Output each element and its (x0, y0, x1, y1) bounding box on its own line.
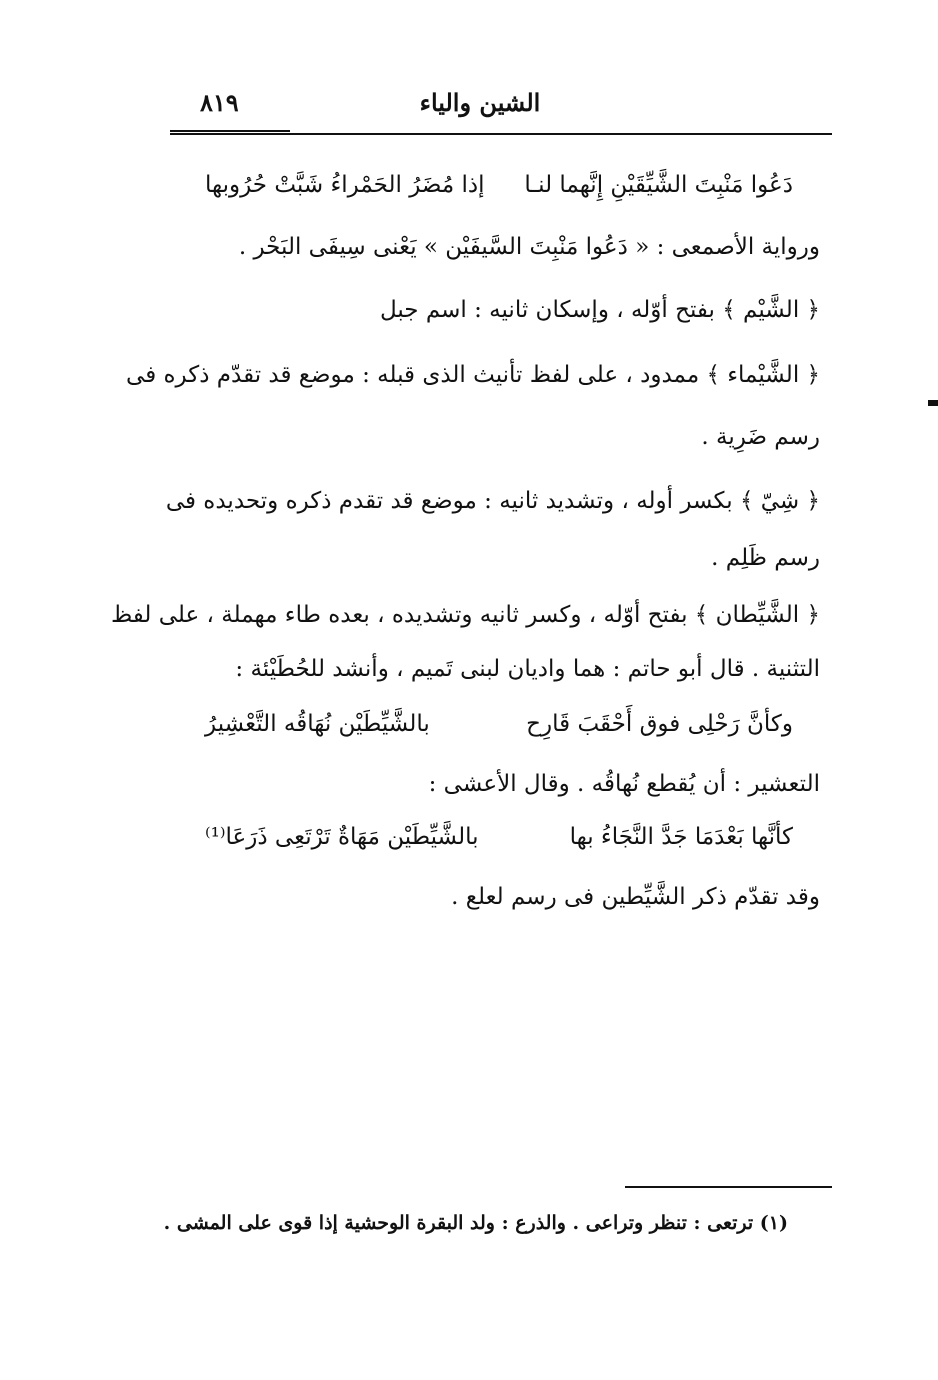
entry-al-shayma: ﴿ الشَّيْماء ﴾ ممدود ، على لفظ تأنيث الذى قبله : موضع قد تقدّم ذكره فى (126, 362, 820, 388)
page-number: ٨١٩ (200, 88, 239, 117)
body-line-lalaa: وقد تقدّم ذكر الشَّيِّطين فى رسم لعلع . (451, 884, 820, 910)
verse-1-second-hemistich: إذا مُضَرُ الحَمْراءُ شَبَّتْ حُرُوبها (205, 172, 485, 198)
running-header-title: الشين والياء (419, 88, 541, 117)
body-line-tashir: التعشير : أن يُقطع نُهاقُه . وقال الأعشى : (428, 771, 820, 797)
footnote-rule (625, 1186, 832, 1188)
entry-al-shaym: ﴿ الشَّيْم ﴾ بفتح أوّله ، وإسكان ثانيه : اسم جبل (379, 297, 820, 323)
body-line-tathniya: التثنية . قال أبو حاتم : هما واديان لبنى تَميم ، وأنشد للحُطَيْئة : (235, 656, 820, 682)
footnote-1: (١) ترتعى : تنظر وتراعى . والذرع : ولد البقرة الوحشية إذا قوى على المشى . (163, 1212, 788, 1234)
verse-3-second-hemistich: بالشَّيِّطَيْن مَهَاةٌ تَرْتَعِى ذَرَعَا⁽¹⁾ (205, 824, 479, 850)
entry-al-shayyitan: ﴿ الشَّيِّطان ﴾ بفتح أوّله ، وكسر ثانيه وتشديده ، بعده طاء مهملة ، على لفظ (110, 602, 820, 628)
verse-2-first-hemistich: وكأنَّ رَحْلِى فوق أَحْقَبَ قَارِح (526, 711, 793, 737)
entry-shiyy: ﴿ شِيّ ﴾ بكسر أوله ، وتشديد ثانيه : موضع قد تقدم ذكره وتحديده فى (165, 488, 820, 514)
verse-2-second-hemistich: بالشَّيِّطَيْن نُهَاقُه التَّعْشِيرُ (205, 711, 430, 737)
margin-mark (928, 400, 938, 406)
header-rule (170, 133, 832, 135)
body-line-riwaya: ورواية الأصمعى : « دَعُوا مَنْبِتَ السَّيفَيْن » يَعْنى سِيفَى البَحْر . (238, 234, 820, 260)
verse-1-first-hemistich: دَعُوا مَنْبِتَ الشَّيِّقَيْنِ إِنَّهما لنـا (524, 172, 793, 198)
body-line-rasm-zalim: رسم ظَلِم . (711, 545, 820, 571)
verse-3-first-hemistich: كأنَّها بَعْدَمَا جَدَّ النَّجَاءُ بها (569, 824, 793, 850)
header-rule-short (170, 130, 290, 132)
body-line-rasm-dariya: رسم ضَرِية . (701, 424, 820, 450)
